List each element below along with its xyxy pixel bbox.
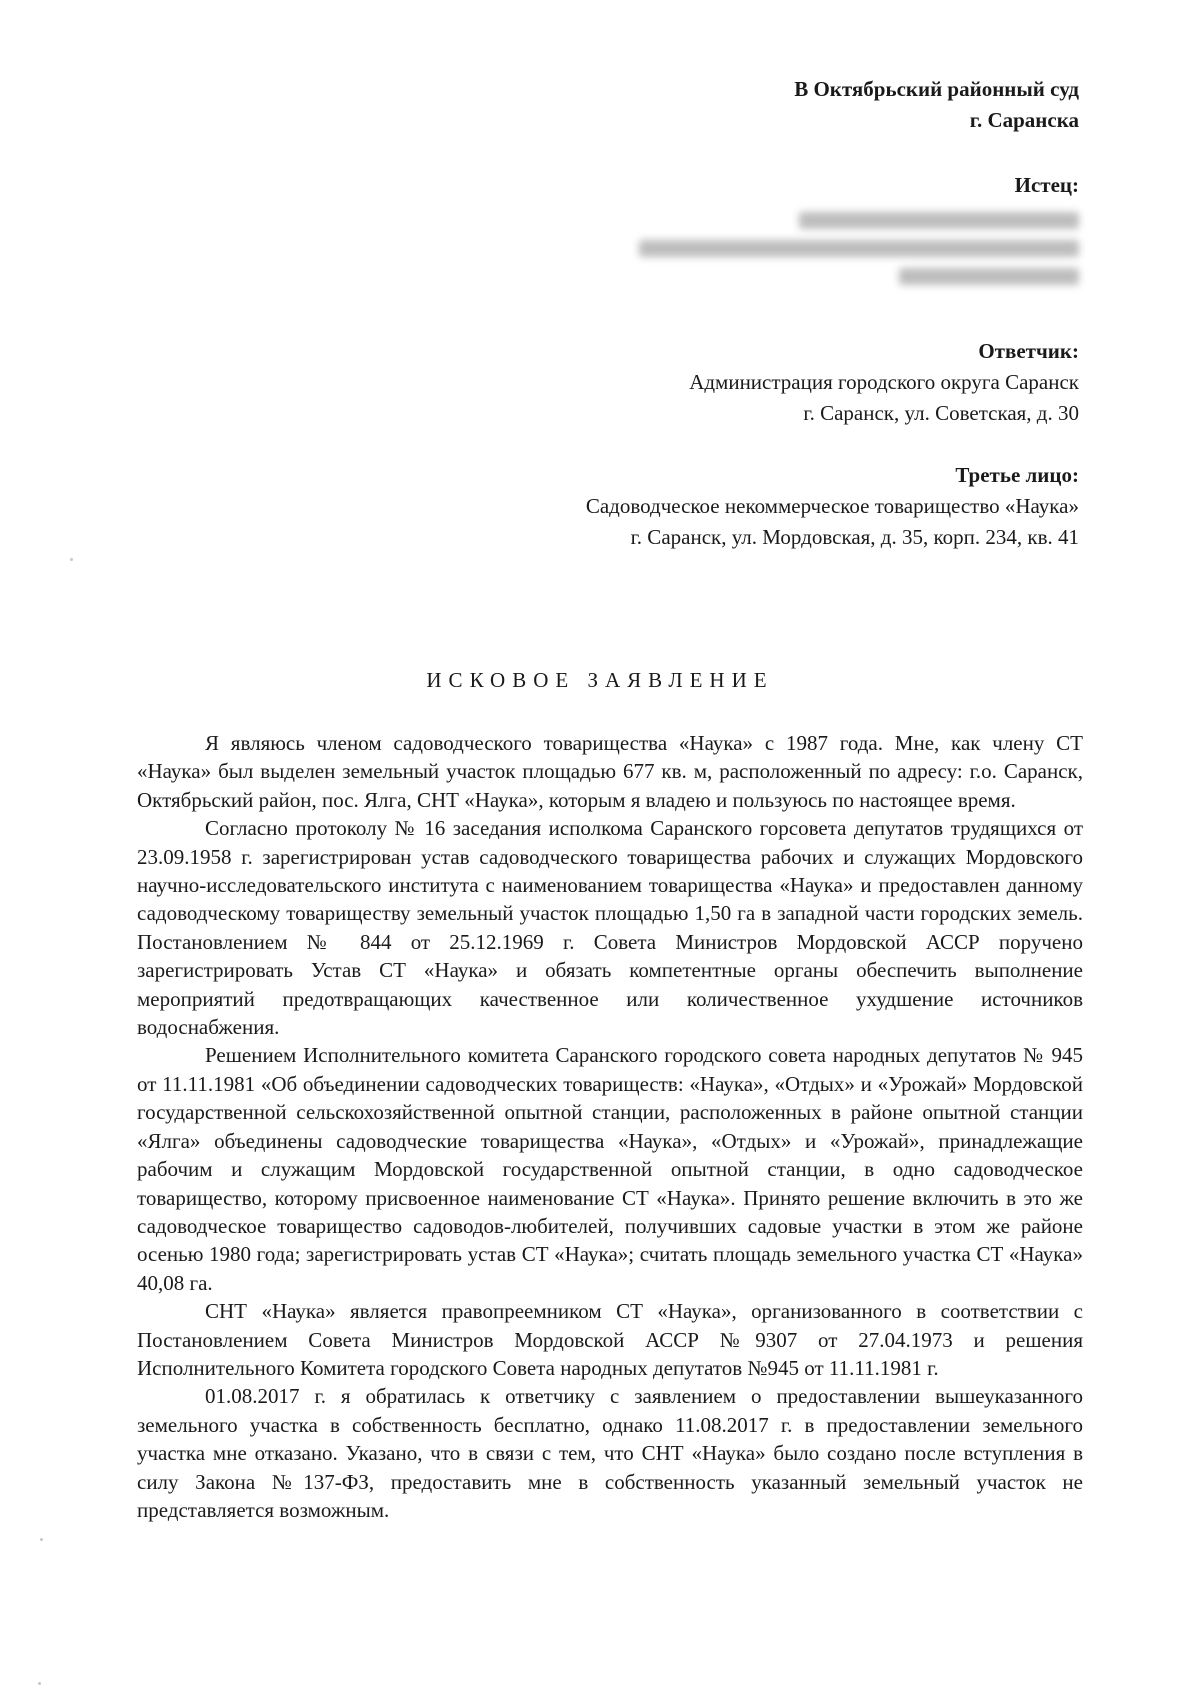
document-body xyxy=(137,729,1083,1524)
paragraph: 01.08.2017 г. я обратилась к ответчику с заявлением о предоставлении вышеуказанного земельного участка в собственность бесплатно, однако 11.08.2017 г. в предоставлении земельного участка мне отказано. Указано, что в связи с тем, что СНТ «Наука» было создано после вступления в силу Закона №137-ФЗ, предоставить мне в собственность указанный земельный участок не представляется возможным. xyxy=(137,1384,1083,1522)
defendant-label: Ответчик: xyxy=(978,339,1079,363)
court-name: В Октябрьский районный суд xyxy=(794,77,1079,101)
paragraph: Согласно протоколу № 16 заседания исполкома Саранского горсовета депутатов трудящихся от 23.09.1958 г. зарегистрирован устав садоводческого товарищества рабочих и служащих Мордовского научно-исследовательского института с наименованием товарищества «Наука» и предоставлен данному садоводческому товариществу земельный участок площадью 1,50 га в западной части городских земель. Постановлением № 844 от 25.12.1969 г. Совета Министров Мордовской АССР поручено зарегистрировать Устав СТ «Наука» и обязать компетентные органы обеспечить выполнение мероприятий предотвращающих качественное или количественное ухудшение источников водоснабжения. xyxy=(137,816,1083,1040)
court-city: г. Саранска xyxy=(969,108,1079,132)
defendant-name: Администрация городского округа Саранск xyxy=(689,370,1079,394)
redacted-plaintiff-address xyxy=(639,240,1079,257)
document-title: ИСКОВОЕ ЗАЯВЛЕНИЕ xyxy=(426,668,774,692)
scan-speck xyxy=(70,558,73,561)
third-party-block xyxy=(586,460,1079,553)
redacted-plaintiff-name xyxy=(799,212,1079,229)
third-party-label: Третье лицо: xyxy=(955,463,1079,487)
scan-speck xyxy=(40,1538,43,1541)
third-party-name: Садоводческое некоммерческое товарищество «Наука» xyxy=(585,494,1079,518)
third-party-address: г. Саранск, ул. Мордовская, д. 35, корп. 234, кв. 41 xyxy=(630,525,1079,549)
paragraph: СНТ «Наука» является правопреемником СТ «Наука», организованного в соответствии с Постановлением Совета Министров Мордовской АССР №9307 от 27.04.1973 и решения Исполнительного Комитета городского Совета народных депутатов №945 от 11.11.1981 г. xyxy=(137,1299,1083,1380)
court-addressee xyxy=(794,74,1079,136)
scan-speck xyxy=(38,1682,41,1685)
defendant-block xyxy=(689,336,1079,429)
defendant-address: г. Саранск, ул. Советская, д. 30 xyxy=(803,401,1079,425)
paragraph: Я являюсь членом садоводческого товарищества «Наука» с 1987 года. Мне, как члену СТ «Наука» был выделен земельный участок площадью 677 кв. м, расположенный по адресу: г.о. Саранск, Октябрьский район, пос. Ялга, СНТ «Наука», которым я владею и пользуюсь по настоящее время. xyxy=(137,731,1083,812)
redacted-plaintiff-phone xyxy=(899,268,1079,285)
plaintiff-block xyxy=(639,170,1079,291)
paragraph: Решением Исполнительного комитета Саранского городского совета народных депутатов № 945 от 11.11.1981 «Об объединении садоводческих товариществ: «Наука», «Отдых» и «Урожай» Мордовской государственной сельскохозяйственной опытной станции, расположенных в районе опытной станции «Ялга» объединены садоводческие товарищества «Наука», «Отдых» и «Урожай», принадлежащие рабочим и служащим Мордовской государственной опытной станции, в одно садоводческое товарищество, которому присвоенное наименование СТ «Наука». Принято решение включить в это же садоводческое товарищество садоводов-любителей, получивших садовые участки в этом же районе осенью 1980 года; зарегистрировать устав СТ «Наука»; считать площадь земельного участка СТ «Наука» 40,08 га. xyxy=(137,1043,1083,1295)
plaintiff-label: Истец: xyxy=(1014,173,1079,197)
